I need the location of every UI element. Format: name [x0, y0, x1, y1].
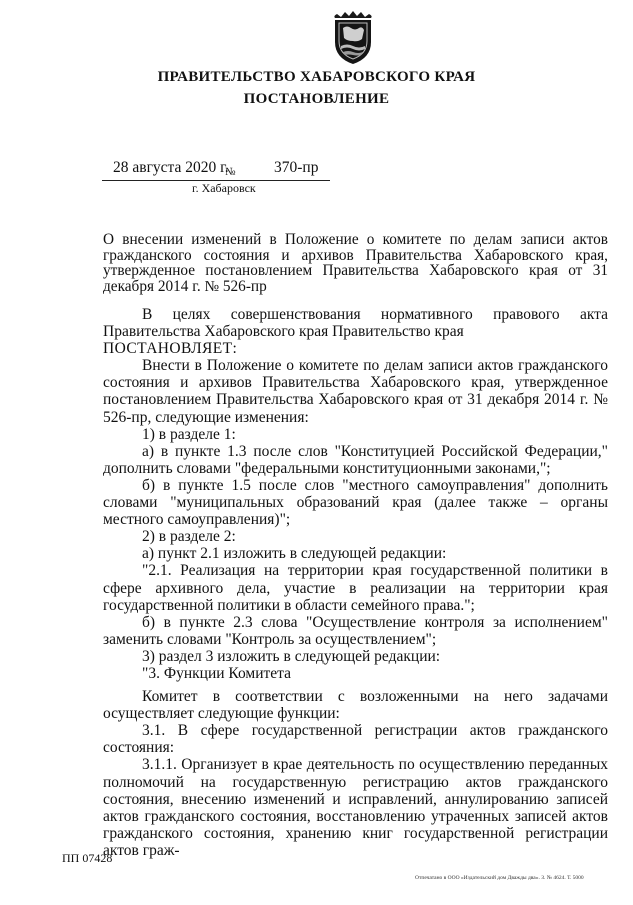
paragraph: "2.1. Реализация на территории края государственной политики в сфере архивного дела, участие в реализации на территории края государственной политики в области семейного права."; [103, 562, 608, 614]
khabarovsk-coat-of-arms-icon [331, 8, 375, 66]
document-body [103, 306, 608, 859]
paragraph: Комитет в соответствии с возложенными на него задачами осуществляет следующие функции: [103, 688, 608, 723]
printer-footer: Отпечатано в ООО «Издательский дом Дважды два». З. № 4624. Т. 5000 [415, 875, 584, 881]
paragraph: б) в пункте 1.5 после слов "местного самоуправления" дополнить словами "муниципальных образований края (далее также – органы местного самоуправления)"; [103, 476, 608, 529]
document-title: О внесении изменений в Положение о комитете по делам записи актов гражданского состояния и архивов Правительства Хабаровского края, утвержденное постановлением Правительства Хабаровского края от 31 декабря 2014 г. № 526-пр [103, 231, 608, 295]
paragraph: 2) в разделе 2: [142, 528, 236, 546]
document-date: 28 августа 2020 г. [113, 159, 229, 176]
stamp-code: ПП 07428 [62, 851, 113, 865]
document-number: 370-пр [274, 159, 319, 176]
paragraph: 1) в разделе 1: [142, 425, 236, 443]
paragraph: а) пункт 2.1 изложить в следующей редакции: [142, 545, 447, 563]
city: г. Хабаровск [192, 181, 256, 195]
paragraph: Внести в Положение о комитете по делам записи актов гражданского состояния и архивов Правительства Хабаровского края, утвержденное постановлением Правительства Хабаровского края от 31 декабря 2014 г. № 526-пр, следующие изменения: [103, 357, 608, 426]
government-name: ПРАВИТЕЛЬСТВО ХАБАРОВСКОГО КРАЯ [157, 69, 476, 85]
paragraph: 3.1. В сфере государственной регистрации актов гражданского состояния: [103, 722, 608, 757]
paragraph: б) в пункте 2.3 слова "Осуществление контроля за исполнением" заменить словами "Контроль за осуществлением"; [103, 613, 608, 648]
resolves-heading: ПОСТАНОВЛЯЕТ: [103, 340, 238, 358]
preamble: В целях совершенствования нормативного правового акта Правительства Хабаровского края Правительство края [103, 306, 608, 341]
section-heading: "3. Функции Комитета [142, 664, 292, 682]
paragraph: 3) раздел 3 изложить в следующей редакции: [142, 647, 441, 665]
paragraph: 3.1.1. Организует в крае деятельность по осуществлению переданных полномочий на государственную регистрацию актов гражданского состояния, внесению изменений и исправлений, аннулированию записей актов гражданского состояния, восстановлению утраченных записей актов гражданского состояния, хранению книг государственной регистрации актов граж- [103, 756, 608, 859]
paragraph: а) в пункте 1.3 после слов "Конституцией Российской Федерации," дополнить словами "федеральными конституционными законами,"; [103, 442, 608, 477]
number-sign: № [225, 166, 236, 178]
document-type: ПОСТАНОВЛЕНИЕ [243, 91, 390, 107]
